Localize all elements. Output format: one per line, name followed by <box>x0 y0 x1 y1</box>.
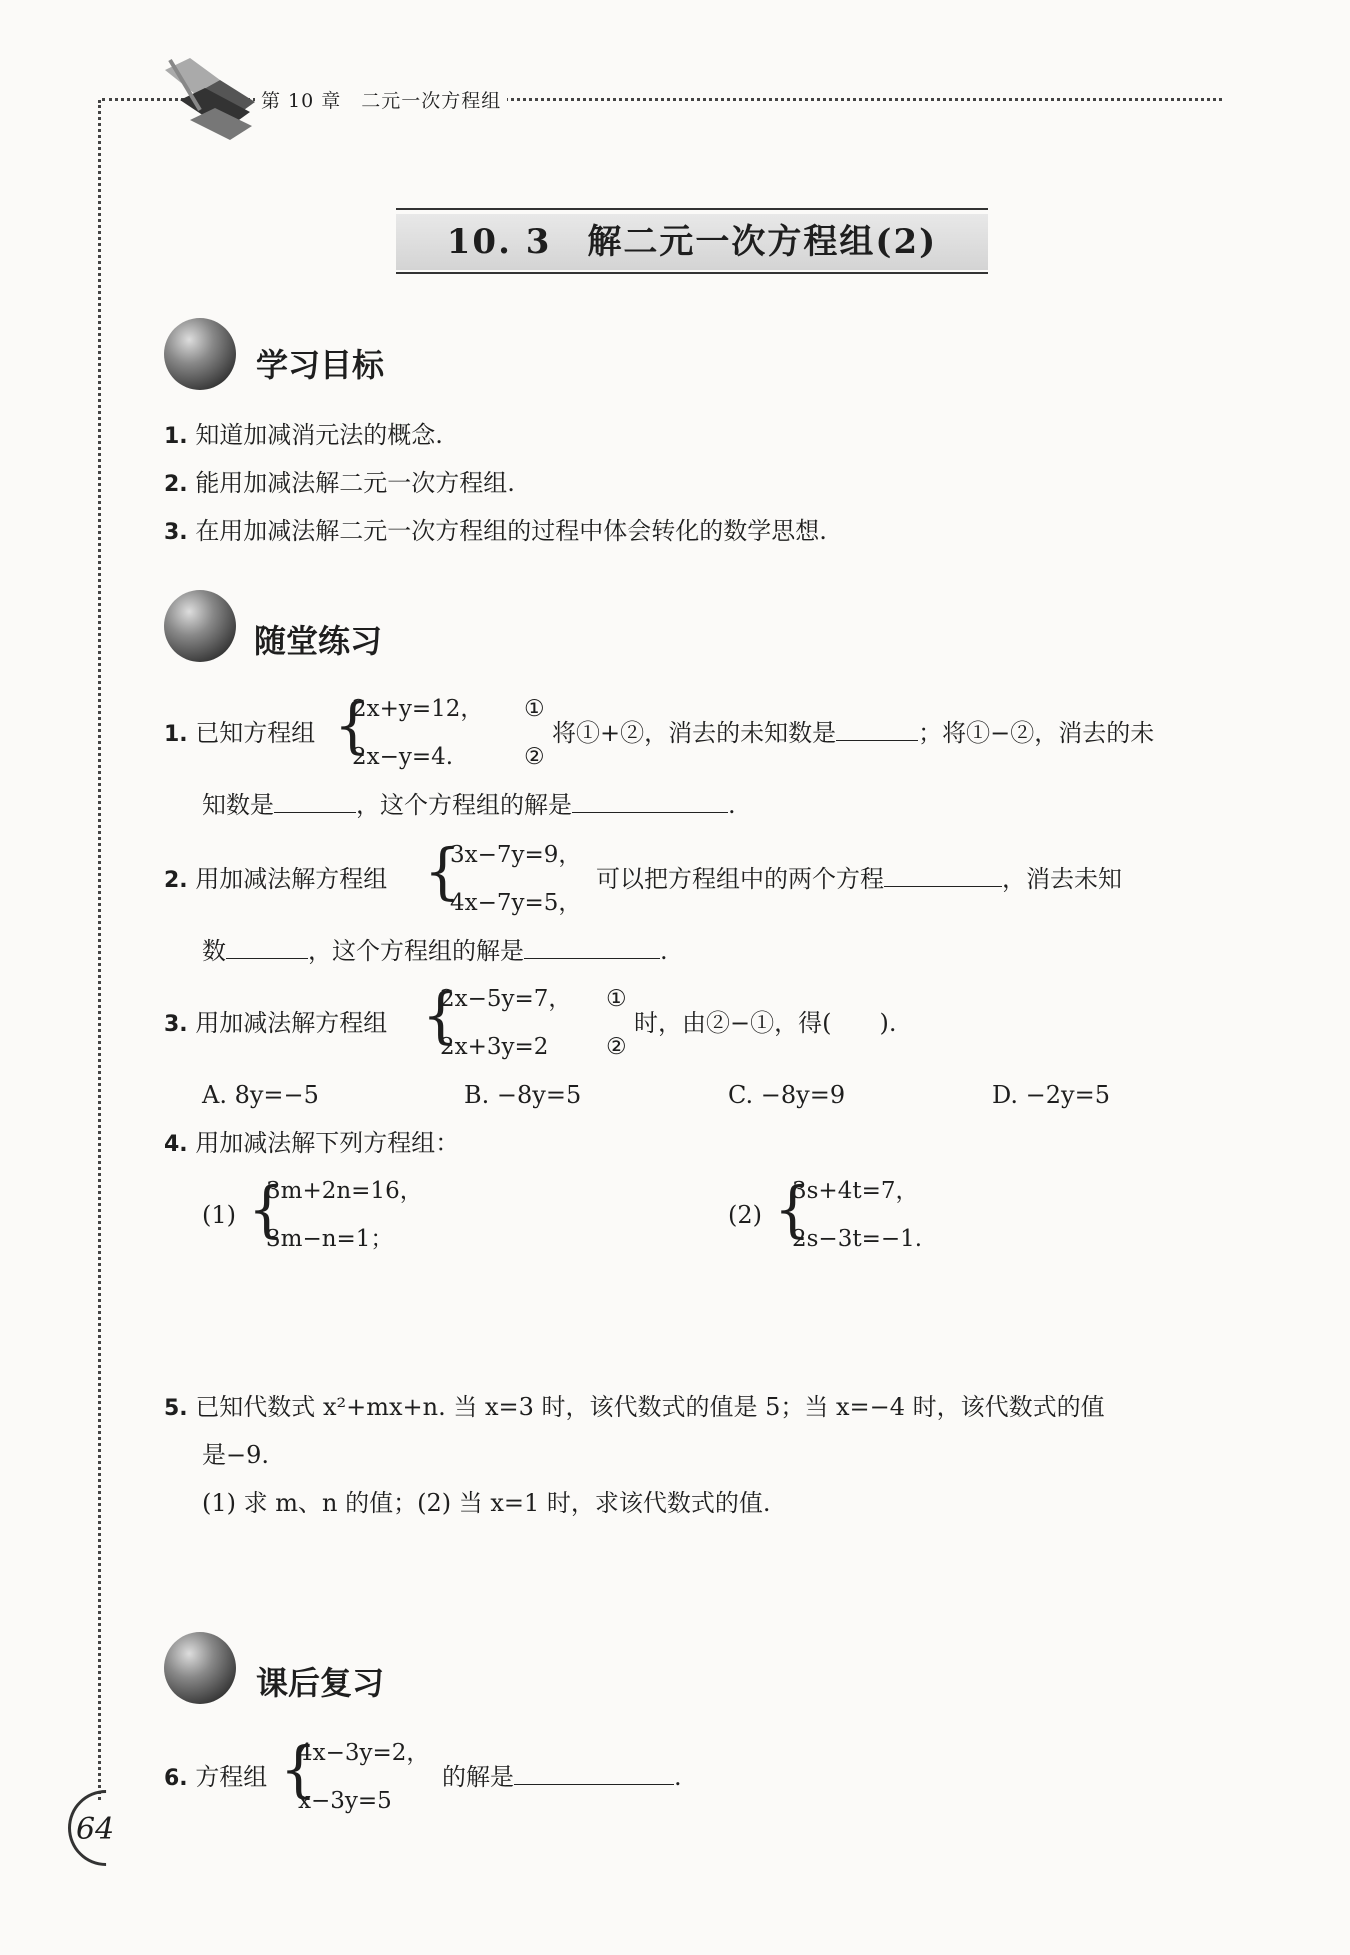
answer-blank[interactable] <box>514 1762 674 1785</box>
option-c[interactable]: C. −8y=9 <box>728 1081 846 1109</box>
equation-marker: ① <box>524 696 545 722</box>
books-logo-icon <box>160 50 260 142</box>
section-title-objectives: 学习目标 <box>256 346 385 384</box>
question-4: 4. 用加减法解下列方程组： <box>164 1129 460 1157</box>
brace-icon: { <box>334 689 371 761</box>
brace-icon: { <box>422 979 459 1051</box>
page-number: 64 <box>76 1812 115 1847</box>
brace-icon: { <box>774 1173 811 1245</box>
brace-icon: { <box>424 835 461 907</box>
equation: 3m−n=1； <box>266 1226 394 1252</box>
answer-blank[interactable] <box>274 790 356 813</box>
equation: 2x+3y=2 <box>440 1034 549 1060</box>
section-title-practice: 随堂练习 <box>254 622 383 660</box>
equation-marker: ② <box>606 1034 627 1060</box>
equation: 2x+y=12， <box>352 696 484 722</box>
answer-blank[interactable] <box>226 936 308 959</box>
part-label: (2) <box>728 1201 762 1229</box>
equation: 3m+2n=16， <box>266 1178 423 1204</box>
question-1: 1. 已知方程组 <box>164 719 316 747</box>
section-title-review: 课后复习 <box>256 1664 385 1702</box>
brace-icon: { <box>280 1733 317 1805</box>
objective-item: 3. 在用加减法解二元一次方程组的过程中体会转化的数学思想. <box>164 517 827 545</box>
brace-icon: { <box>248 1173 285 1245</box>
answer-blank[interactable] <box>884 864 1002 887</box>
option-a[interactable]: A. 8y=−5 <box>202 1081 319 1109</box>
section-ball-icon <box>164 318 236 390</box>
chapter-header: 第 10 章 二元一次方程组 <box>255 86 507 113</box>
equation: 2s−3t=−1. <box>792 1226 923 1252</box>
equation: 3x−7y=9， <box>450 842 582 868</box>
equation: 2x−5y=7， <box>440 986 572 1012</box>
question-2: 2. 用加减法解方程组 <box>164 865 388 893</box>
title-top-rule <box>396 208 988 210</box>
question-6-text: 的解是 . <box>442 1763 682 1791</box>
question-2-text: 可以把方程组中的两个方程 ，消去未知 <box>596 865 1122 893</box>
title-bottom-rule <box>396 272 988 274</box>
section-ball-icon <box>164 1632 236 1704</box>
equation: 4x−7y=5， <box>450 890 582 916</box>
equation: 3s+4t=7， <box>792 1178 919 1204</box>
question-1-line2: 知数是 ，这个方程组的解是 . <box>202 791 736 819</box>
question-5-line3: (1) 求 m、n 的值；(2) 当 x=1 时，求该代数式的值. <box>202 1489 771 1517</box>
question-1-text: 将①+②，消去的未知数是 ；将①−②，消去的未 <box>552 719 1155 747</box>
question-5: 5. 已知代数式 x²+mx+n. 当 x=3 时，该代数式的值是 5；当 x=−4 时，该代数式的值 <box>164 1393 1105 1421</box>
question-5-line2: 是−9. <box>202 1441 270 1469</box>
left-dotted-rule <box>98 100 101 1800</box>
option-d[interactable]: D. −2y=5 <box>992 1081 1110 1109</box>
page-title: 10. 3 解二元一次方程组(2) <box>446 222 938 262</box>
equation-marker: ① <box>606 986 627 1012</box>
equation: x−3y=5 <box>298 1788 392 1814</box>
answer-blank[interactable] <box>524 936 660 959</box>
question-6: 6. 方程组 <box>164 1763 268 1791</box>
equation: 4x−3y=2， <box>298 1740 430 1766</box>
equation: 2x−y=4. <box>352 744 454 770</box>
question-2-line2: 数 ，这个方程组的解是 . <box>202 937 668 965</box>
objective-item: 2. 能用加减法解二元一次方程组. <box>164 469 515 497</box>
option-b[interactable]: B. −8y=5 <box>464 1081 582 1109</box>
section-ball-icon <box>164 590 236 662</box>
objective-item: 1. 知道加减消元法的概念. <box>164 421 443 449</box>
part-label: (1) <box>202 1201 236 1229</box>
answer-blank[interactable] <box>836 718 918 741</box>
question-3-text: 时，由②−①，得( ). <box>634 1009 897 1037</box>
equation-marker: ② <box>524 744 545 770</box>
answer-blank[interactable] <box>572 790 728 813</box>
question-3: 3. 用加减法解方程组 <box>164 1009 388 1037</box>
